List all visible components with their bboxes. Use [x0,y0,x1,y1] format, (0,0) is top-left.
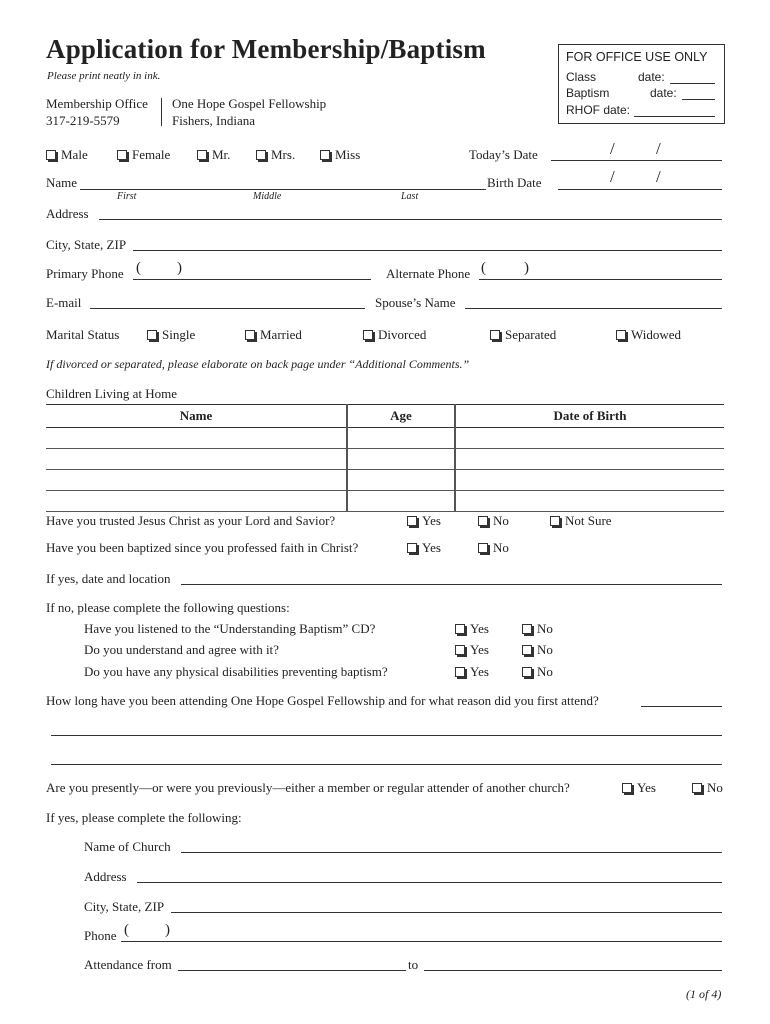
marital-note: If divorced or separated, please elaborate on back page under “Additional Comments.” [46,357,470,371]
baptized-question: Have you been baptized since you professed faith in Christ? [46,540,359,555]
checkbox-icon [407,516,417,526]
header-divider [161,98,162,126]
office-phone: 317-219-5579 [46,113,120,128]
church-location: Fishers, Indiana [172,113,256,128]
children-label: Children Living at Home [46,386,178,401]
cd-yes[interactable]: Yes [455,621,489,637]
if-yes-date-label: If yes, date and location [46,571,171,586]
if-no-label: If no, please complete the following questions: [46,600,290,615]
how-long-line[interactable] [641,706,722,707]
baptized-no[interactable]: No [478,540,509,556]
col-header-dob: Date of Birth [455,405,724,428]
date-slash: / [656,167,661,186]
checkbox-icon [256,150,266,160]
marital-status-label: Marital Status [46,327,120,342]
trusted-not-sure[interactable]: Not Sure [550,513,612,529]
spouse-name-label: Spouse’s Name [375,295,456,310]
area-code-close: ) [165,922,170,938]
church-phone-label: Phone [84,928,117,943]
sub-question-disabilities: Do you have any physical disabilities preventing baptism? [84,664,388,679]
church-address-line[interactable] [137,882,722,883]
if-yes-complete-label: If yes, please complete the following: [46,810,242,825]
office-rhof-line[interactable] [634,116,715,117]
todays-date-label: Today’s Date [469,147,538,162]
checkbox-icon [147,330,157,340]
checkbox-icon [197,150,207,160]
trusted-yes[interactable]: Yes [407,513,441,529]
birth-date-label: Birth Date [487,175,542,190]
email-label: E-mail [46,295,82,310]
checkbox-widowed[interactable]: Widowed [616,327,681,343]
name-label: Name [46,175,78,190]
checkbox-icon [490,330,500,340]
primary-phone-line[interactable] [133,279,371,280]
name-first-caption: First [117,191,137,202]
date-slash: / [610,139,615,158]
checkbox-icon [455,624,465,634]
office-baptism-label: Baptism [566,86,610,100]
church-city-line[interactable] [171,912,722,913]
spouse-name-line[interactable] [465,308,722,309]
date-slash: / [656,139,661,158]
checkbox-divorced[interactable]: Divorced [363,327,426,343]
how-long-line[interactable] [51,764,722,765]
checkbox-single[interactable]: Single [147,327,195,343]
other-church-yes[interactable]: Yes [622,780,656,796]
church-name: One Hope Gospel Fellowship [172,96,327,111]
checkbox-icon [522,645,532,655]
col-header-age: Age [347,405,455,428]
checkbox-icon [622,783,632,793]
disabilities-yes[interactable]: Yes [455,664,489,680]
attendance-from-label: Attendance from [84,957,172,972]
area-code-close: ) [524,260,529,276]
name-middle-caption: Middle [253,191,282,202]
checkbox-icon [363,330,373,340]
agree-no[interactable]: No [522,642,553,658]
checkbox-icon [522,667,532,677]
office-class-label: Class [566,70,597,84]
area-code-open: ( [124,922,129,938]
office-class-date: date: [638,70,665,84]
baptized-yes[interactable]: Yes [407,540,441,556]
checkbox-icon [478,516,488,526]
checkbox-icon [46,150,56,160]
office-label: Membership Office [46,96,148,111]
office-rhof-label: RHOF date: [566,103,631,117]
col-header-name: Name [46,405,347,428]
checkbox-icon [455,645,465,655]
attendance-to-label: to [408,957,419,972]
birth-date-line[interactable] [558,189,722,190]
checkbox-icon [320,150,330,160]
alternate-phone-label: Alternate Phone [386,266,471,281]
checkbox-icon [692,783,702,793]
table-row[interactable] [46,491,724,512]
trusted-question: Have you trusted Jesus Christ as your Lord and Savior? [46,513,336,528]
other-church-question: Are you presently—or were you previously—either a member or regular attender of another church? [46,780,570,795]
table-header-row [46,405,724,428]
checkbox-icon [117,150,127,160]
church-name-label: Name of Church [84,839,171,854]
checkbox-male[interactable]: Male [46,147,88,163]
name-line[interactable] [80,189,486,190]
office-baptism-line[interactable] [682,99,715,100]
checkbox-icon [245,330,255,340]
agree-yes[interactable]: Yes [455,642,489,658]
date-slash: / [610,167,615,186]
checkbox-separated[interactable]: Separated [490,327,556,343]
alternate-phone-line[interactable] [479,279,722,280]
church-address-label: Address [84,869,127,884]
church-name-line[interactable] [181,852,722,853]
sub-question-cd: Have you listened to the “Understanding Baptism” CD? [84,621,376,636]
area-code-close: ) [177,260,182,276]
cd-no[interactable]: No [522,621,553,637]
if-yes-date-line[interactable] [181,584,722,585]
other-church-no[interactable]: No [692,780,723,796]
checkbox-icon [407,543,417,553]
children-table [46,404,724,512]
office-heading: FOR OFFICE USE ONLY [566,50,708,64]
office-baptism-date: date: [650,86,677,100]
checkbox-miss[interactable]: Miss [320,147,360,163]
checkbox-icon [522,624,532,634]
page-title: Application for Membership/Baptism [46,34,486,64]
church-phone-line[interactable] [121,941,722,942]
how-long-question: How long have you been attending One Hope Gospel Fellowship and for what reason did you first attend? [46,693,599,708]
checkbox-mrs[interactable]: Mrs. [256,147,295,163]
table-row[interactable] [46,428,724,449]
checkbox-icon [478,543,488,553]
city-state-zip-line[interactable] [133,250,722,251]
sub-question-agree: Do you understand and agree with it? [84,642,279,657]
name-last-caption: Last [401,191,419,202]
print-instruction: Please print neatly in ink. [47,70,161,82]
checkbox-icon [455,667,465,677]
email-line[interactable] [90,308,365,309]
checkbox-married[interactable]: Married [245,327,302,343]
office-use-box [558,44,725,124]
area-code-open: ( [481,260,486,276]
address-line[interactable] [99,219,722,220]
checkbox-icon [616,330,626,340]
checkbox-female[interactable]: Female [117,147,170,163]
page-number: (1 of 4) [686,987,722,1001]
trusted-no[interactable]: No [478,513,509,529]
how-long-line[interactable] [51,735,722,736]
table-row[interactable] [46,470,724,491]
checkbox-mr[interactable]: Mr. [197,147,230,163]
table-row[interactable] [46,449,724,470]
checkbox-icon [550,516,560,526]
primary-phone-label: Primary Phone [46,266,124,281]
office-class-line[interactable] [670,83,715,84]
address-label: Address [46,206,89,221]
todays-date-line[interactable] [551,160,722,161]
attendance-to-line[interactable] [424,970,722,971]
area-code-open: ( [136,260,141,276]
disabilities-no[interactable]: No [522,664,553,680]
city-state-zip-label: City, State, ZIP [46,237,127,252]
church-city-label: City, State, ZIP [84,899,165,914]
attendance-from-line[interactable] [178,970,406,971]
